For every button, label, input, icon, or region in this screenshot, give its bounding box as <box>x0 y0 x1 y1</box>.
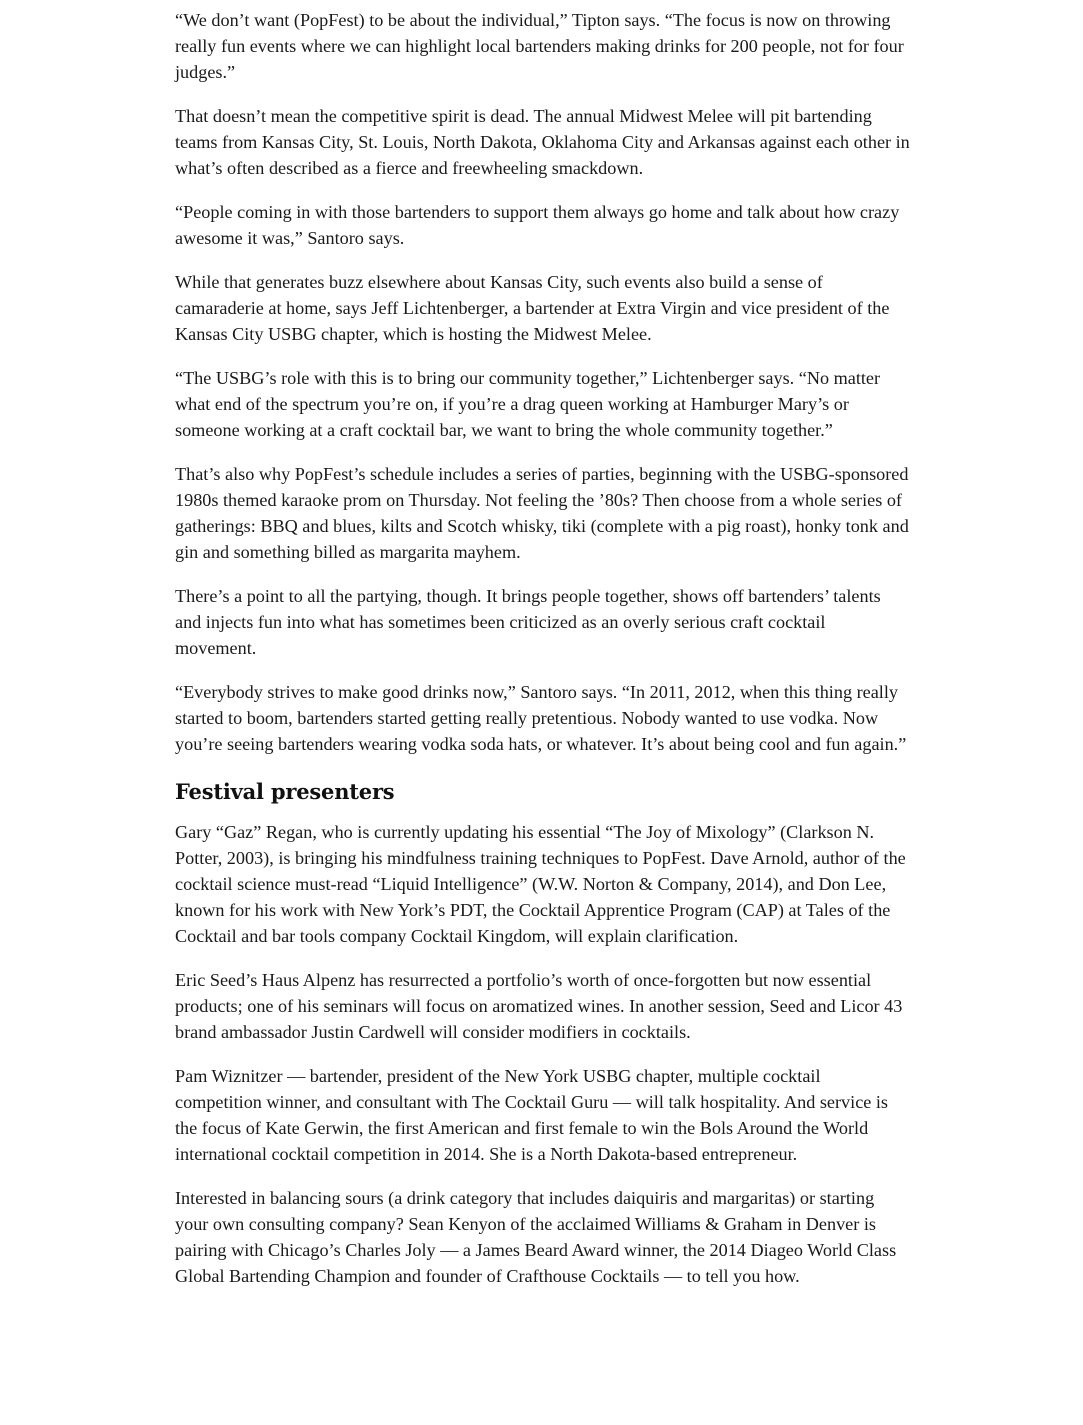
article-paragraph: That doesn’t mean the competitive spirit is dead. The annual Midwest Melee will pit bartending teams from Kansas City, St. Louis, North Dakota, Oklahoma City and Arkansas against each other in what’s often described as a fierce and freewheeling smackdown. <box>175 106 910 178</box>
article-paragraph: That’s also why PopFest’s schedule includes a series of parties, beginning with the USBG-sponsored 1980s themed karaoke prom on Thursday. Not feeling the ’80s? Then choose from a whole series of gatherings: BBQ and blues, kilts and Scotch whisky, tiki (complete with a pig roast), honky tonk and gin and something billed as margarita mayhem. <box>175 464 909 562</box>
section-heading: Festival presenters <box>175 779 395 804</box>
article-paragraph: Interested in balancing sours (a drink category that includes daiquiris and margaritas) or starting your own consulting company? Sean Kenyon of the acclaimed Williams & Graham in Denver is pairing with Chicago’s Charles Joly — a James Beard Award winner, the 2014 Diageo World Class Global Bartending Champion and founder of Crafthouse Cocktails — to tell you how. <box>175 1188 897 1286</box>
article-body <box>175 7 910 1307</box>
article-paragraph: “The USBG’s role with this is to bring our community together,” Lichtenberger says. “No matter what end of the spectrum you’re on, if you’re a drag queen working at Hamburger Mary’s or someone working at a craft cocktail bar, we want to bring the whole community together.” <box>175 368 881 440</box>
article-paragraph: While that generates buzz elsewhere about Kansas City, such events also build a sense of camaraderie at home, says Jeff Lichtenberger, a bartender at Extra Virgin and vice president of the Kansas City USBG chapter, which is hosting the Midwest Melee. <box>175 272 890 344</box>
article-paragraph: “Everybody strives to make good drinks now,” Santoro says. “In 2011, 2012, when this thing really started to boom, bartenders started getting really pretentious. Nobody wanted to use vodka. Now you’re seeing bartenders wearing vodka soda hats, or whatever. It’s about being cool and fun again.” <box>175 682 907 754</box>
article-paragraph: “We don’t want (PopFest) to be about the individual,” Tipton says. “The focus is now on throwing really fun events where we can highlight local bartenders making drinks for 200 people, not for four judges.” <box>175 10 904 82</box>
article-paragraph: Gary “Gaz” Regan, who is currently updating his essential “The Joy of Mixology” (Clarkson N. Potter, 2003), is bringing his mindfulness training techniques to PopFest. Dave Arnold, author of the cocktail science must-read “Liquid Intelligence” (W.W. Norton & Company, 2014), and Don Lee, known for his work with New York’s PDT, the Cocktail Apprentice Program (CAP) at Tales of the Cocktail and bar tools company Cocktail Kingdom, will explain clarification. <box>175 822 906 946</box>
article-paragraph: “People coming in with those bartenders to support them always go home and talk about how crazy awesome it was,” Santoro says. <box>175 202 900 248</box>
article-paragraph: There’s a point to all the partying, though. It brings people together, shows off bartenders’ talents and injects fun into what has sometimes been criticized as an overly serious craft cocktail movement. <box>175 586 881 658</box>
article-paragraph: Eric Seed’s Haus Alpenz has resurrected a portfolio’s worth of once-forgotten but now essential products; one of his seminars will focus on aromatized wines. In another session, Seed and Licor 43 brand ambassador Justin Cardwell will consider modifiers in cocktails. <box>175 970 903 1042</box>
article-paragraph: Pam Wiznitzer — bartender, president of the New York USBG chapter, multiple cocktail competition winner, and consultant with The Cocktail Guru — will talk hospitality. And service is the focus of Kate Gerwin, the first American and first female to win the Bols Around the World international cocktail competition in 2014. She is a North Dakota-based entrepreneur. <box>175 1066 889 1164</box>
